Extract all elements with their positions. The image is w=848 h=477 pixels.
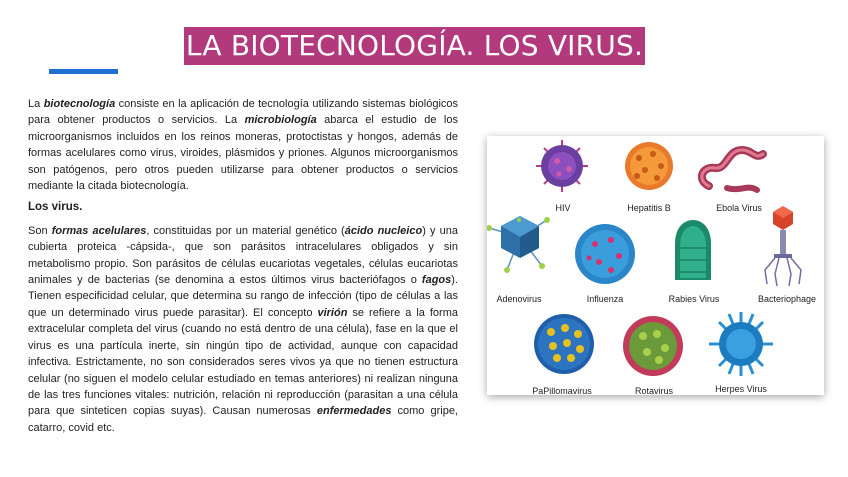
virus-paragraph: [28, 223, 458, 436]
label-herpes: Herpes Virus: [715, 384, 767, 394]
label-influenza: Influenza: [586, 294, 624, 304]
term-fagos: fagos: [421, 274, 452, 287]
section-heading: Los virus.: [28, 201, 83, 214]
intro-text-1: La: [28, 98, 44, 110]
label-hepatitis-b: Hepatitis B: [627, 203, 671, 213]
term-acido-nucleico: ácido nucleico: [344, 224, 423, 237]
intro-text-2: consiste en la aplicación de tecnología utilizando sistemas biológicos para obtener productos o servicios. La: [28, 98, 458, 127]
term-formas-acelulares: formas acelulares: [51, 224, 147, 237]
virus-illustration: [487, 136, 824, 395]
rabies-virus-image: [675, 220, 711, 280]
term-microbiologia: microbiología: [244, 114, 317, 127]
label-ebola: Ebola Virus: [716, 203, 762, 213]
papillomavirus-image: [534, 314, 594, 374]
rotavirus-image: [623, 316, 683, 376]
virus-illustration-panel: [487, 136, 824, 395]
body-text: [28, 96, 458, 436]
label-bacteriophage: Bacteriophage: [757, 294, 817, 304]
label-rotavirus: Rotavirus: [634, 386, 674, 396]
herpes-virus-image: [709, 312, 773, 376]
virus-text-4: ). Tienen especificidad celular, que determina su rango de infección (tipo de células a las que un determinado virus puede parasitar). El concepto: [28, 274, 458, 319]
virus-text-6: como gripe, catarro, covid etc.: [28, 405, 458, 434]
virus-text-3: ) y una cubierta proteica -cápsida-, que son parásitos intracelulares obligados y sin metabolismo propio. Son parásitos de células eucariotas vegetales, células eucariotas animales y de bacterias (se denomina a estos últimos virus bacteriófagos o: [28, 224, 458, 287]
intro-paragraph: [28, 96, 458, 194]
label-rabies: Rabies Virus: [668, 294, 720, 304]
term-biotecnologia: biotecnología: [43, 98, 116, 110]
label-papillomavirus: PaPillomavirus: [532, 386, 592, 396]
ebola-virus-image: [702, 150, 763, 190]
hiv-virus-image: [536, 140, 588, 192]
term-enfermedades: enfermedades: [316, 405, 392, 418]
bacteriophage-image: [765, 206, 801, 286]
term-virion: virión: [317, 306, 348, 319]
influenza-virus-image: [575, 224, 635, 284]
hepatitis-virus-image: [625, 142, 673, 190]
virus-text-5: se refiere a la forma extracelular completa del virus (cuando no está dentro de una célula), fase en la que el virus es una partícula inerte, sin ningún tipo de actividad, aunque con capacidad infectiva. Estrictamente, no son considerados seres vivos ya que no tienen estructura celular (no siguen el modelo celular estudiado en temas anteriores) ni realizan ninguna de las tres funciones vitales: nutrición, relación ni reproducción (parasitan a una célula para que sinteticen copias suyas). Causan numerosas: [28, 306, 458, 418]
virus-text-1: Son: [28, 224, 52, 237]
label-hiv: HIV: [555, 203, 571, 213]
label-adenovirus: Adenovirus: [496, 294, 542, 304]
accent-bar: [49, 69, 118, 74]
adenovirus-image: [487, 216, 550, 273]
virus-text-2: , constituidas por un material genético (: [146, 224, 345, 237]
page-title: LA BIOTECNOLOGÍA. LOS VIRUS.: [184, 27, 645, 65]
intro-text-3: abarca el estudio de los microorganismos incluidos en los reinos moneras, protoctistas y hongos, además de formas acelulares como virus, viroides, plásmidos y priones. Algunos microorganismos son patógenos, pero otros pueden utilizarse para obtener productos o servicios mediante la citada biotecnología.: [28, 114, 458, 193]
